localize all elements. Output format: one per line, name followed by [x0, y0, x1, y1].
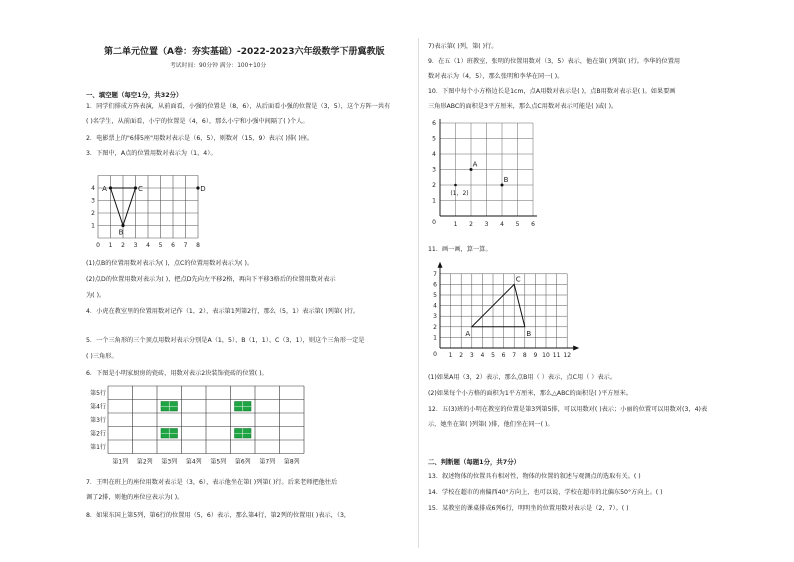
x-tick-label: 1 — [108, 242, 113, 249]
grid-chart-q10 — [426, 118, 556, 236]
point-label-b: B — [503, 176, 509, 184]
y-tick-label: 4 — [433, 302, 437, 310]
question-3: 3．下图中，A点的位置用数对表示为（1，4）。 — [86, 150, 217, 157]
point-sample-label: (1，2) — [450, 190, 469, 197]
question-2: 2．电影票上的"6排5座"用数对表示是（6，5），则数对（15，9）表示( )排( )座。 — [86, 135, 314, 142]
tile-col-label: 第5列 — [210, 458, 227, 466]
origin-label: 0 — [432, 219, 436, 226]
y-axis-arrow — [438, 262, 443, 268]
grid-chart-q11 — [426, 260, 586, 368]
x-tick-label: 3 — [133, 242, 138, 249]
question-8: 8．如果东国上第5列，第6行的位置用（5，6）表示，那么第4行，第2列的位置用( )表示，（3， — [86, 512, 351, 519]
question-12-line-2: 示，她坐在第( )列第( )排，他们坐在同一( )。 — [428, 421, 554, 428]
tile-col-label: 第4列 — [185, 458, 202, 466]
x-tick-label: 6 — [531, 221, 535, 228]
point-label-a: A — [102, 185, 107, 193]
x-tick-label: 3 — [484, 221, 489, 228]
question-1-line-2: ( )名学生，从前面看，小宁的位置是（4，6），那么小宁和小强中间隔了( )个人。 — [86, 118, 309, 125]
question-5-line-1: 5．一个三角形的三个顶点用数对表示分别是A（1，5）、B（1，1）、C（3，1），则这个三角形一定是 — [86, 337, 365, 344]
column-divider — [418, 38, 419, 548]
question-11-part-2: (2)如果每个小方格的面积为1平方厘米，那么△ABC的面积是( )平方厘米。 — [428, 390, 633, 397]
x-tick-label: 11 — [552, 352, 561, 359]
tile-col-label: 第6列 — [234, 458, 251, 466]
tile-row-label: 第2行 — [90, 430, 106, 438]
tile-row-label: 第4行 — [90, 403, 106, 411]
question-11: 11．画一画，算一算。 — [428, 246, 492, 253]
point-label-a: A — [472, 160, 478, 169]
question-14: 14．学校在超市的南偏西40°方向上，也可以说，学校在超市的北偏东50°方向上。( ) — [428, 489, 663, 496]
x-tick-label: 6 — [501, 352, 506, 359]
question-10-line-2: 三角形ABC的面积是3平方厘米，那么点C用数对表示可能是( )或( )。 — [428, 103, 618, 110]
question-7-line-1: 7．王明在班上的座位用数对表示是（3，6），表示他坐在第( )列第( )行。后来老师把他往后 — [86, 479, 338, 486]
tile-col-label: 第1列 — [112, 458, 129, 466]
y-tick-label: 3 — [432, 166, 436, 174]
x-tick-label: 1 — [448, 352, 453, 359]
point-label-c: C — [515, 275, 521, 284]
x-tick-label: 12 — [563, 352, 572, 359]
question-6: 6．下图是小明家厨房的瓷砖，用数对表示2块装饰瓷砖的位置( )。 — [86, 370, 268, 377]
question-11-part-1: (1)如果A用（3，2）表示，那么点B用（ ）表示，点C用（ ）表示。 — [428, 374, 617, 381]
x-axis-arrow — [573, 346, 579, 351]
question-10-line-1: 10．下图中每个小方格边长是1cm，点A用数对表示是( )，点B用数对表示是( )。如果要画 — [428, 88, 676, 95]
y-tick-label: 4 — [432, 151, 436, 158]
x-tick-label: 10 — [542, 352, 550, 359]
x-tick-label: 4 — [500, 221, 504, 228]
x-tick-label: 8 — [196, 242, 200, 249]
question-5-line-2: ( )三角形。 — [86, 353, 118, 360]
tile-col-label: 第7列 — [259, 458, 276, 466]
x-tick-label: 5 — [515, 221, 520, 228]
question-4: 4．小虎在教室里的位置用数对记作（1，2），表示第1列第2行，那么（5，1）表示第( )列第( )行。 — [86, 308, 360, 315]
y-tick-label: 5 — [432, 135, 436, 143]
tile-col-label: 第8列 — [283, 458, 300, 466]
x-tick-label: 5 — [158, 242, 163, 249]
x-tick-label: 9 — [533, 352, 538, 359]
y-tick-label: 1 — [91, 222, 95, 230]
tile-col-label: 第3列 — [161, 458, 178, 466]
x-tick-label: 2 — [121, 242, 125, 249]
x-tick-label: 7 — [512, 352, 517, 359]
section-judge-title: 二、判断题（每题1分，共7分） — [428, 458, 520, 466]
tile-row-label: 第1行 — [90, 444, 106, 451]
point-label-b: B — [526, 329, 532, 338]
question-9-line-1: 9．在五（1）班教室，张明的位置用数对（3，5）表示，他在第( )列第( )行。李华的位置用 — [428, 58, 681, 65]
x-tick-label: 4 — [480, 352, 485, 359]
page-subtitle: 考试时间：90分钟 满分：100+10分 — [170, 63, 267, 69]
y-tick-label: 6 — [433, 281, 437, 289]
point-label-b: B — [118, 228, 124, 237]
y-tick-label: 1 — [432, 197, 436, 205]
question-3-part-2-line-2: 为( )。 — [86, 292, 106, 299]
x-tick-label: 7 — [183, 242, 188, 249]
grid-chart-q3 — [88, 164, 208, 254]
point-b — [121, 224, 124, 227]
x-tick-label: 4 — [146, 242, 150, 249]
question-13: 13．叙述物体的位置具有相对性，物体的位置的叙述与观测点的选取有关。( ) — [428, 473, 641, 480]
tile-row-label: 第5行 — [90, 390, 106, 397]
y-tick-label: 2 — [91, 210, 95, 217]
question-3-part-1: (1)点B的位置用数对表示为( )，点C的位置用数对表示为( )。 — [86, 260, 254, 267]
y-tick-label: 3 — [91, 197, 95, 205]
tile-grid-q6 — [86, 384, 311, 470]
y-tick-label: 3 — [433, 313, 437, 321]
point-sample — [454, 184, 457, 187]
tile-row-label: 第3行 — [90, 417, 106, 424]
tile-col-label: 第2列 — [136, 458, 153, 466]
x-tick-label: 2 — [459, 352, 464, 359]
y-tick-label: 4 — [91, 185, 95, 192]
x-tick-label: 6 — [171, 242, 175, 249]
x-tick-label: 2 — [469, 221, 473, 228]
origin-label: 0 — [433, 351, 437, 358]
point-label-a: A — [465, 329, 471, 338]
question-9-line-2: 数对表示为（4，5），那么张明和李华在同一( )。 — [428, 73, 564, 80]
y-tick-label: 6 — [432, 120, 436, 127]
y-tick-label: 2 — [433, 323, 437, 331]
y-tick-label: 7 — [433, 270, 437, 278]
question-1-line-1: 1．同学们排成方阵表演，从前面看，小强的位置是（8，6），从后面看小强的位置是（3，5），这个方阵一共有 — [86, 103, 391, 110]
x-tick-label: 8 — [522, 352, 527, 359]
point-d — [196, 186, 199, 189]
section-fill-blank-title: 一、填空题（每空1分，共32分） — [86, 91, 183, 99]
x-tick-label: 5 — [491, 352, 495, 359]
point-label-d: D — [200, 185, 206, 193]
question-8-continued: 7)表示第( )列，第( )行。 — [428, 43, 498, 50]
y-tick-label: 1 — [433, 334, 437, 342]
page-title: 第二单元位置（A卷：夯实基础）-2022-2023六年级数学下册冀教版 — [104, 47, 385, 57]
y-tick-label: 2 — [432, 182, 436, 189]
y-tick-label: 5 — [433, 292, 437, 299]
question-3-part-2-line-1: (2)点D的位置用数对表示为( )，把点D先向左平移2格，再向下平移3格后的位置用数对表示 — [86, 276, 336, 283]
x-tick-label: 1 — [453, 221, 458, 228]
point-c — [134, 186, 137, 189]
question-12-line-1: 12．五(3)班的小明在教室的位置是第3列第5排，可以用数对( )表示；小丽的位置可以用数对(3，4)表 — [428, 406, 708, 413]
x-tick-label: 3 — [469, 352, 474, 359]
x-tick-label: 0 — [96, 242, 100, 249]
question-15: 15．某教室的课桌排成6列6行，明明坐的位置用数对表示是（2，7）。( ) — [428, 505, 629, 512]
point-a — [109, 186, 112, 189]
question-7-line-2: 调了2排，则他的座位应表示为( )。 — [86, 494, 184, 501]
point-label-c: C — [138, 185, 143, 193]
